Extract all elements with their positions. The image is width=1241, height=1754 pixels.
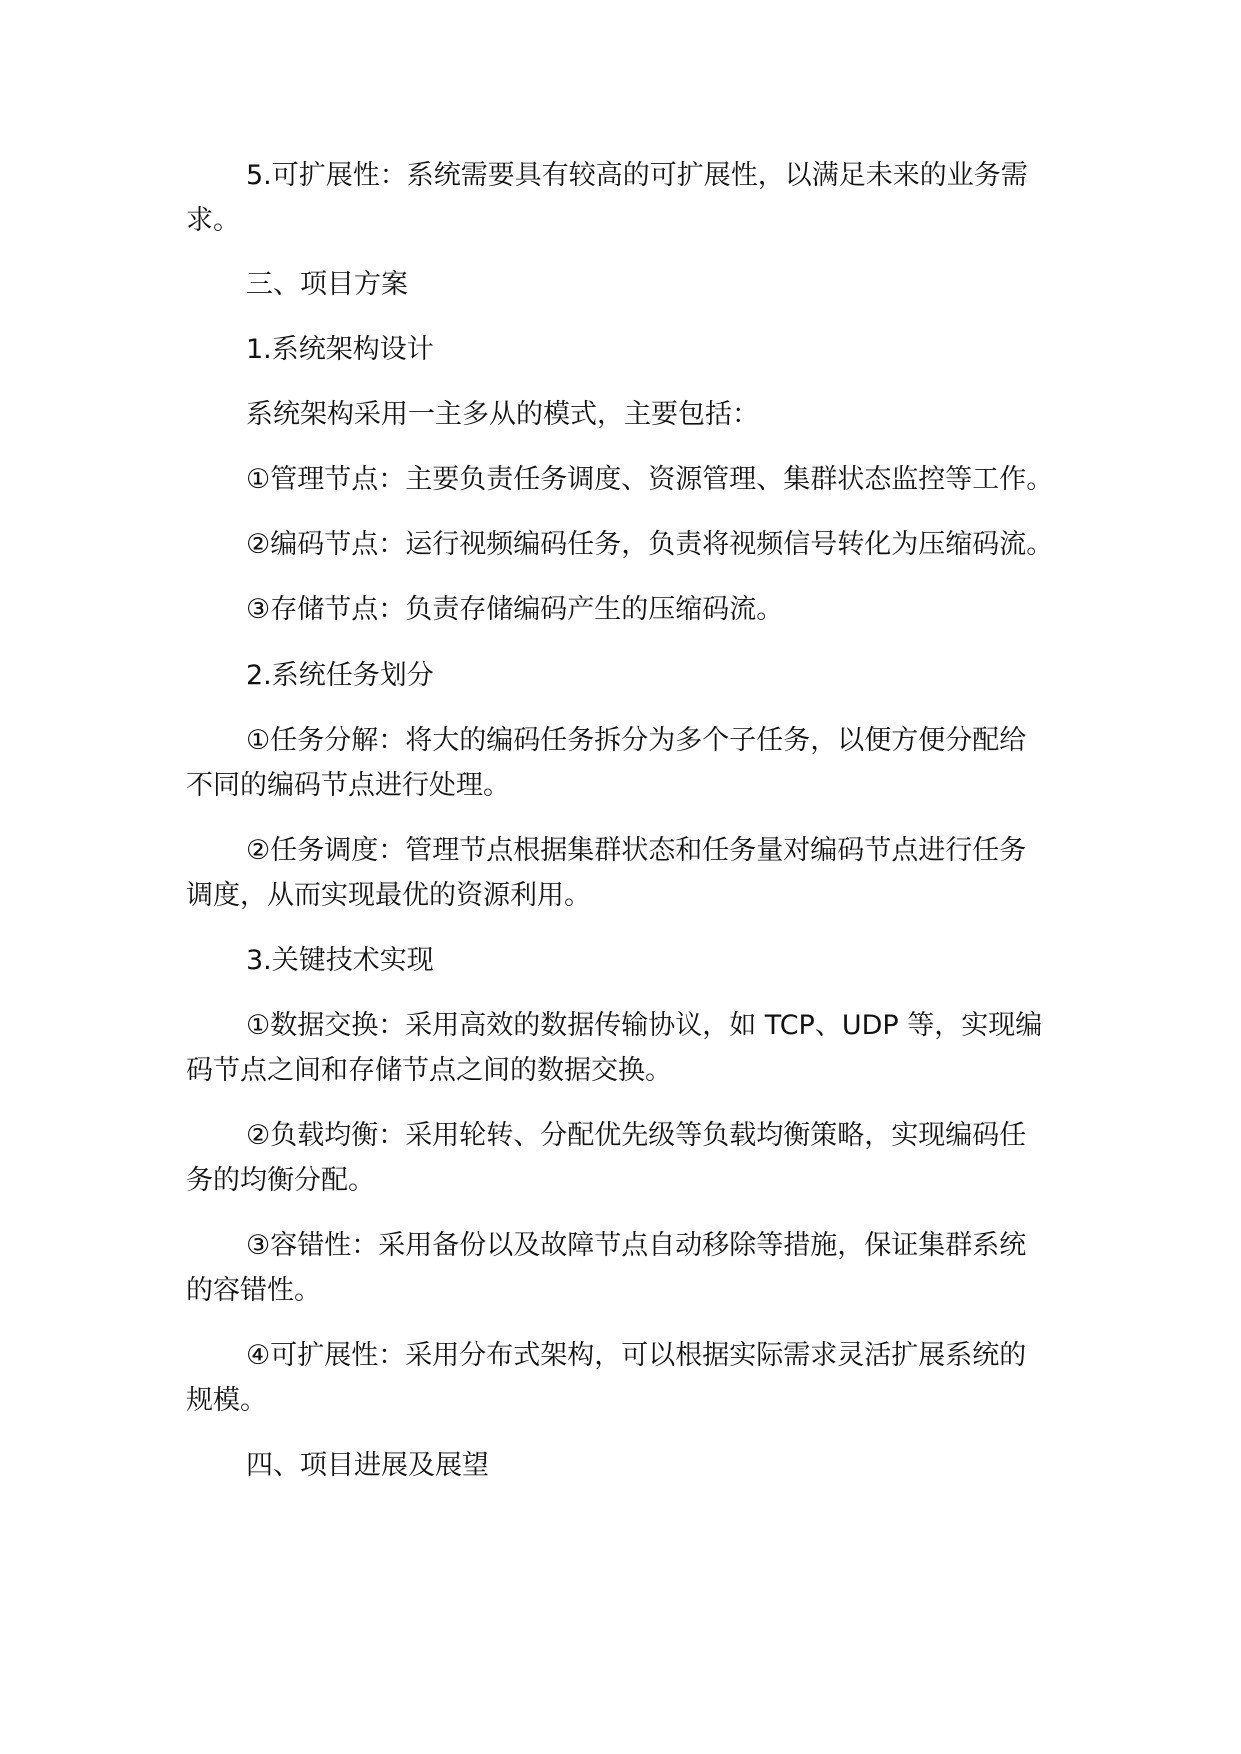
- list-item-line: 规模。: [186, 1385, 267, 1416]
- list-item-line: 码节点之间和存储节点之间的数据交换。: [186, 1055, 672, 1086]
- subsection-heading: 1.系统架构设计: [246, 334, 434, 365]
- list-item-line: ③容错性：采用备份以及故障节点自动移除等措施，保证集群系统: [246, 1230, 1027, 1261]
- list-item-line: ①数据交换：采用高效的数据传输协议，如 TCP、UDP 等，实现编: [246, 1010, 1043, 1041]
- list-item-line: 不同的编码节点进行处理。: [186, 770, 510, 801]
- list-item-line: 务的均衡分配。: [186, 1165, 375, 1196]
- subsection-heading: 3.关键技术实现: [246, 945, 434, 976]
- section-heading: 三、项目方案: [246, 269, 408, 300]
- list-item-line: 调度，从而实现最优的资源利用。: [186, 880, 591, 911]
- list-item-line: ②负载均衡：采用轮转、分配优先级等负载均衡策略，实现编码任: [246, 1120, 1027, 1151]
- paragraph-line: 求。: [186, 205, 240, 236]
- subsection-heading: 2.系统任务划分: [246, 660, 434, 691]
- list-item-line: ②编码节点：运行视频编码任务，负责将视频信号转化为压缩码流。: [246, 529, 1054, 560]
- list-item-line: ③存储节点：负责存储编码产生的压缩码流。: [246, 594, 784, 625]
- paragraph-line: 系统架构采用一主多从的模式，主要包括：: [246, 399, 759, 430]
- paragraph-line: 5.可扩展性：系统需要具有较高的可扩展性，以满足未来的业务需: [246, 160, 1028, 191]
- list-item-line: ②任务调度：管理节点根据集群状态和任务量对编码节点进行任务: [246, 835, 1027, 866]
- list-item-line: 的容错性。: [186, 1275, 321, 1306]
- section-heading: 四、项目进展及展望: [246, 1450, 489, 1481]
- list-item-line: ①任务分解：将大的编码任务拆分为多个子任务，以便方便分配给: [246, 725, 1027, 756]
- list-item-line: ①管理节点：主要负责任务调度、资源管理、集群状态监控等工作。: [246, 464, 1054, 495]
- list-item-line: ④可扩展性：采用分布式架构，可以根据实际需求灵活扩展系统的: [246, 1340, 1027, 1371]
